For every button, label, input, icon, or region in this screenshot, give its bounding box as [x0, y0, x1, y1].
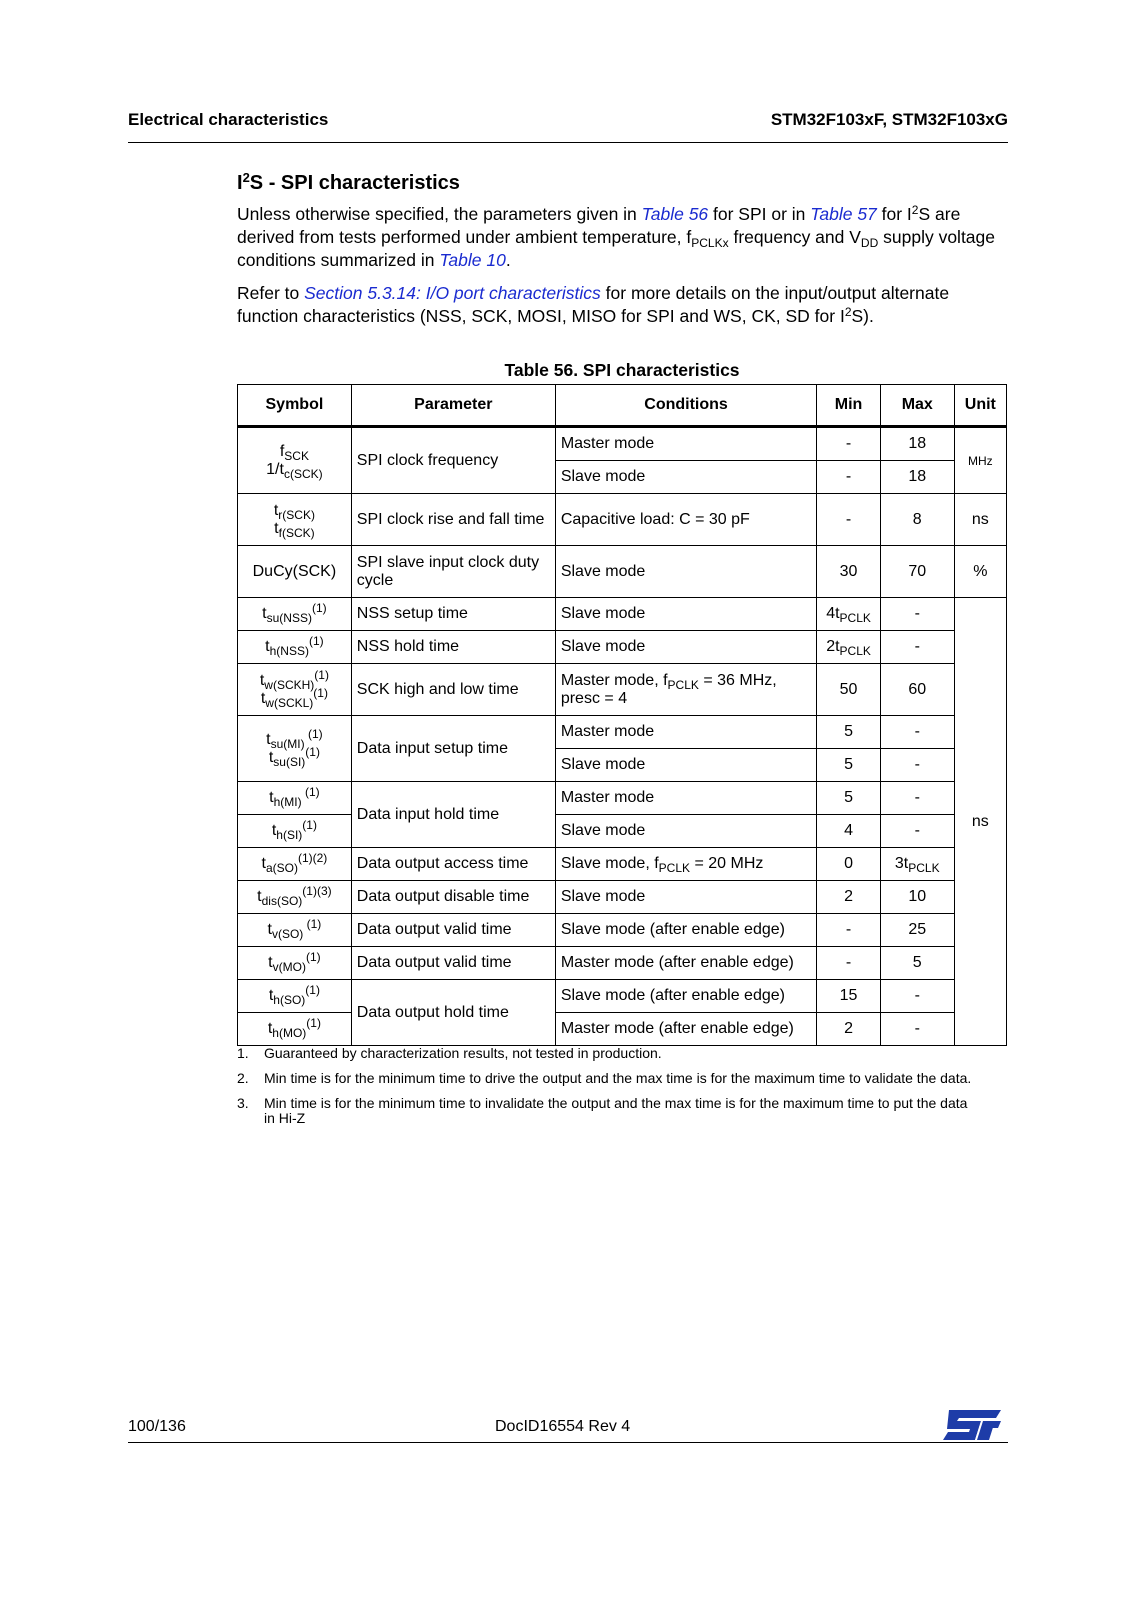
- document-id: DocID16554 Rev 4: [495, 1418, 631, 1435]
- footnote-text: Min time is for the minimum time to drive the output and the max time is for the maximum time to validate the data.: [264, 1070, 972, 1086]
- t: t: [267, 1020, 273, 1037]
- parameter-cell: Data output hold time: [351, 980, 555, 1046]
- t: Slave mode, f: [560, 855, 659, 872]
- n: (1): [311, 601, 327, 615]
- min-cell: -: [817, 947, 881, 980]
- symbol-cell: [238, 598, 352, 631]
- t: t: [268, 954, 273, 971]
- conditions-cell: Master mode: [555, 782, 816, 815]
- text: for more details on the input/output alternate function characteristics (NSS, SCK, MOSI, MISO for SPI and WS, CK, SD for I: [237, 283, 950, 326]
- s: v(SO): [271, 927, 304, 941]
- footnote-number: 2.: [237, 1070, 249, 1086]
- unit-cell: MHz: [954, 427, 1006, 494]
- page-number: 100/136: [128, 1418, 186, 1435]
- conditions-cell: Capacitive load: C = 30 pF: [555, 494, 816, 546]
- min-cell: 5: [817, 716, 881, 749]
- conditions-cell: Slave mode: [555, 881, 816, 914]
- min-cell: -: [817, 914, 881, 947]
- t: t: [261, 855, 266, 872]
- parameter-cell: SPI clock frequency: [351, 427, 555, 494]
- t: t: [267, 921, 272, 938]
- n: (1): [306, 1016, 321, 1030]
- table-10-link[interactable]: Table 10: [439, 250, 506, 270]
- footnote: [237, 1096, 977, 1126]
- conditions-cell: Master mode (after enable edge): [555, 947, 816, 980]
- table-row: [238, 848, 1007, 881]
- t: 1/t: [266, 460, 284, 478]
- max-cell: -: [880, 716, 954, 749]
- s: a(SO): [265, 861, 298, 875]
- t: = 36 MHz,: [698, 671, 777, 689]
- max-cell: 5: [880, 947, 954, 980]
- sup: 2: [844, 305, 852, 319]
- s: PCLK: [908, 861, 940, 875]
- max-cell: -: [880, 1013, 954, 1046]
- max-cell: [880, 848, 954, 881]
- t: f: [279, 442, 285, 460]
- n: (1): [305, 744, 320, 759]
- unit-cell: %: [954, 546, 1006, 598]
- t: t: [268, 748, 274, 766]
- t: t: [262, 605, 267, 622]
- page-header: [128, 110, 1008, 143]
- text: S are derived from tests performed under ambient temperature, f: [237, 204, 961, 247]
- symbol-cell: [238, 881, 352, 914]
- t: t: [271, 822, 277, 839]
- parameter-cell: NSS hold time: [351, 631, 555, 664]
- n: (1): [313, 685, 328, 700]
- unit-cell: ns: [954, 494, 1006, 546]
- parameter-cell: SCK high and low time: [351, 664, 555, 716]
- max-cell: 18: [880, 461, 954, 494]
- t: = 20 MHz: [690, 855, 764, 872]
- table-row: [238, 598, 1007, 631]
- s: PCLK: [839, 644, 871, 658]
- t: t: [274, 519, 279, 537]
- min-cell: [817, 631, 881, 664]
- n: (1): [305, 983, 320, 997]
- section-5-3-14-link[interactable]: Section 5.3.14: I/O port characteristics: [304, 283, 601, 303]
- symbol-cell: [238, 782, 352, 815]
- table-57-link[interactable]: Table 57: [810, 204, 877, 224]
- table-row: [238, 631, 1007, 664]
- title-part: I: [237, 172, 243, 194]
- col-conditions: Conditions: [555, 385, 816, 427]
- max-cell: 60: [880, 664, 954, 716]
- table-caption: Table 56. SPI characteristics: [504, 360, 740, 380]
- symbol-cell: [238, 848, 352, 881]
- conditions-cell: Master mode: [555, 427, 816, 461]
- table-footnotes: [237, 1046, 977, 1136]
- n: (1)(3): [302, 884, 332, 898]
- n: (1): [314, 667, 329, 682]
- symbol-cell: [238, 815, 352, 848]
- conditions-cell: [555, 848, 816, 881]
- text: Refer to: [237, 283, 305, 303]
- intro-paragraph: [237, 203, 1007, 272]
- symbol-cell: [238, 664, 352, 716]
- text: frequency and V: [728, 227, 861, 247]
- max-cell: 25: [880, 914, 954, 947]
- conditions-cell: Slave mode: [555, 461, 816, 494]
- table-row: [238, 980, 1007, 1013]
- section-title: [237, 170, 460, 195]
- parameter-cell: SPI clock rise and fall time: [351, 494, 555, 546]
- conditions-cell: Slave mode: [555, 598, 816, 631]
- table-row: [238, 881, 1007, 914]
- min-cell: -: [817, 494, 881, 546]
- conditions-cell: Slave mode: [555, 546, 816, 598]
- header-product-title: STM32F103xF, STM32F103xG: [770, 110, 1008, 129]
- min-cell: 2: [817, 1013, 881, 1046]
- symbol-cell: [238, 980, 352, 1013]
- symbol-cell: [238, 1013, 352, 1046]
- table-row: [238, 914, 1007, 947]
- min-cell: 50: [817, 664, 881, 716]
- s: su(SI): [273, 754, 306, 769]
- t: 2t: [826, 638, 840, 655]
- footnote-text: Guaranteed by characterization results, not tested in production.: [264, 1045, 662, 1061]
- s: c(SCK): [283, 466, 323, 481]
- table-row: [238, 716, 1007, 749]
- t: 3t: [894, 855, 909, 872]
- n: (1)(2): [297, 851, 328, 865]
- t: t: [266, 730, 271, 748]
- parameter-cell: Data output valid time: [351, 947, 555, 980]
- n: (1): [301, 785, 320, 799]
- footnote: [237, 1071, 977, 1086]
- reference-paragraph: [237, 282, 1007, 328]
- table-row: [238, 546, 1007, 598]
- conditions-cell: Slave mode: [555, 749, 816, 782]
- max-cell: 10: [880, 881, 954, 914]
- s: r(SCK): [278, 507, 315, 522]
- n: (1): [303, 917, 322, 931]
- text: for I: [876, 204, 912, 224]
- table-row: [238, 947, 1007, 980]
- max-cell: -: [880, 782, 954, 815]
- text: Unless otherwise specified, the parameters given in: [237, 204, 642, 224]
- conditions-cell: Slave mode (after enable edge): [555, 914, 816, 947]
- s: SCK: [284, 448, 309, 463]
- t: t: [260, 689, 266, 707]
- min-cell: [817, 598, 881, 631]
- min-cell: 30: [817, 546, 881, 598]
- max-cell: -: [880, 815, 954, 848]
- max-cell: 8: [880, 494, 954, 546]
- s: v(MO): [272, 960, 306, 974]
- conditions-cell: Slave mode (after enable edge): [555, 980, 816, 1013]
- col-symbol: Symbol: [238, 385, 352, 427]
- min-cell: 2: [817, 881, 881, 914]
- symbol-cell: DuCy(SCK): [238, 546, 352, 598]
- n: (1): [304, 726, 323, 741]
- s: h(MO): [272, 1026, 307, 1040]
- parameter-cell: Data input hold time: [351, 782, 555, 848]
- sub: PCLKx: [691, 236, 729, 250]
- table-row: [238, 782, 1007, 815]
- t: t: [269, 789, 274, 806]
- text: .: [505, 250, 511, 270]
- sub: DD: [860, 236, 879, 250]
- conditions-cell: Slave mode: [555, 631, 816, 664]
- col-max: Max: [880, 385, 954, 427]
- n: (1): [305, 950, 321, 964]
- symbol-cell: [238, 914, 352, 947]
- conditions-cell: Slave mode: [555, 815, 816, 848]
- max-cell: 18: [880, 427, 954, 461]
- max-cell: 70: [880, 546, 954, 598]
- parameter-cell: NSS setup time: [351, 598, 555, 631]
- min-cell: 15: [817, 980, 881, 1013]
- table-row: [238, 664, 1007, 716]
- s: h(NSS): [269, 644, 309, 658]
- t: t: [257, 888, 262, 905]
- table-row: [238, 494, 1007, 546]
- parameter-cell: Data output access time: [351, 848, 555, 881]
- s: h(SI): [276, 828, 303, 842]
- parameter-cell: Data output valid time: [351, 914, 555, 947]
- t: 4t: [826, 605, 840, 622]
- min-cell: 0: [817, 848, 881, 881]
- max-cell: -: [880, 749, 954, 782]
- footnote-number: 1.: [237, 1045, 249, 1061]
- sup: 2: [911, 203, 919, 217]
- min-cell: 4: [817, 815, 881, 848]
- table-56-link[interactable]: Table 56: [641, 204, 709, 224]
- title-sup: 2: [242, 170, 250, 185]
- footnote: [237, 1046, 977, 1061]
- table-row: [238, 427, 1007, 461]
- max-cell: -: [880, 631, 954, 664]
- symbol-cell: [238, 716, 352, 782]
- page-footer: [128, 1418, 1008, 1443]
- min-cell: 5: [817, 782, 881, 815]
- min-cell: 5: [817, 749, 881, 782]
- s: h(SO): [273, 993, 306, 1007]
- header-section-title: Electrical characteristics: [128, 110, 329, 129]
- s: PCLK: [667, 677, 699, 692]
- s: PCLK: [658, 861, 691, 875]
- s: su(MI): [270, 736, 305, 751]
- min-cell: -: [817, 461, 881, 494]
- parameter-cell: Data output disable time: [351, 881, 555, 914]
- s: dis(SO): [261, 894, 303, 908]
- title-rest: S - SPI characteristics: [249, 172, 460, 194]
- t: presc = 4: [560, 689, 628, 707]
- s: h(MI): [273, 795, 302, 809]
- t: t: [273, 501, 279, 519]
- conditions-cell: [555, 664, 816, 716]
- footnote-number: 3.: [237, 1095, 249, 1111]
- footnote-text: Min time is for the minimum time to invalidate the output and the max time is for the maximum time to put the data in Hi-Z: [264, 1095, 968, 1126]
- spi-characteristics-table: [237, 384, 1007, 1046]
- parameter-cell: Data input setup time: [351, 716, 555, 782]
- max-cell: -: [880, 980, 954, 1013]
- conditions-cell: Master mode: [555, 716, 816, 749]
- n: (1): [308, 634, 324, 648]
- symbol-cell: [238, 631, 352, 664]
- s: w(SCKL): [265, 695, 314, 710]
- text: supply voltage conditions summarized in: [237, 227, 996, 270]
- s: su(NSS): [266, 611, 312, 625]
- t: Master mode, f: [560, 671, 668, 689]
- col-unit: Unit: [954, 385, 1006, 427]
- symbol-cell: [238, 494, 352, 546]
- symbol-cell: [238, 947, 352, 980]
- conditions-cell: Master mode (after enable edge): [555, 1013, 816, 1046]
- symbol-cell: [238, 427, 352, 494]
- text: S).: [851, 306, 874, 326]
- s: PCLK: [839, 611, 871, 625]
- t: t: [268, 987, 274, 1004]
- n: (1): [302, 818, 317, 832]
- table-header-row: [238, 385, 1007, 427]
- s: w(SCKH): [264, 677, 315, 692]
- t: t: [265, 638, 270, 655]
- parameter-cell: SPI slave input clock duty cycle: [351, 546, 555, 598]
- col-min: Min: [817, 385, 881, 427]
- col-parameter: Parameter: [351, 385, 555, 427]
- st-logo-icon: [941, 1408, 1003, 1442]
- unit-cell: ns: [954, 598, 1006, 1046]
- max-cell: -: [880, 598, 954, 631]
- t: t: [259, 671, 265, 689]
- s: f(SCK): [278, 525, 315, 540]
- text: for SPI or in: [708, 204, 811, 224]
- min-cell: -: [817, 427, 881, 461]
